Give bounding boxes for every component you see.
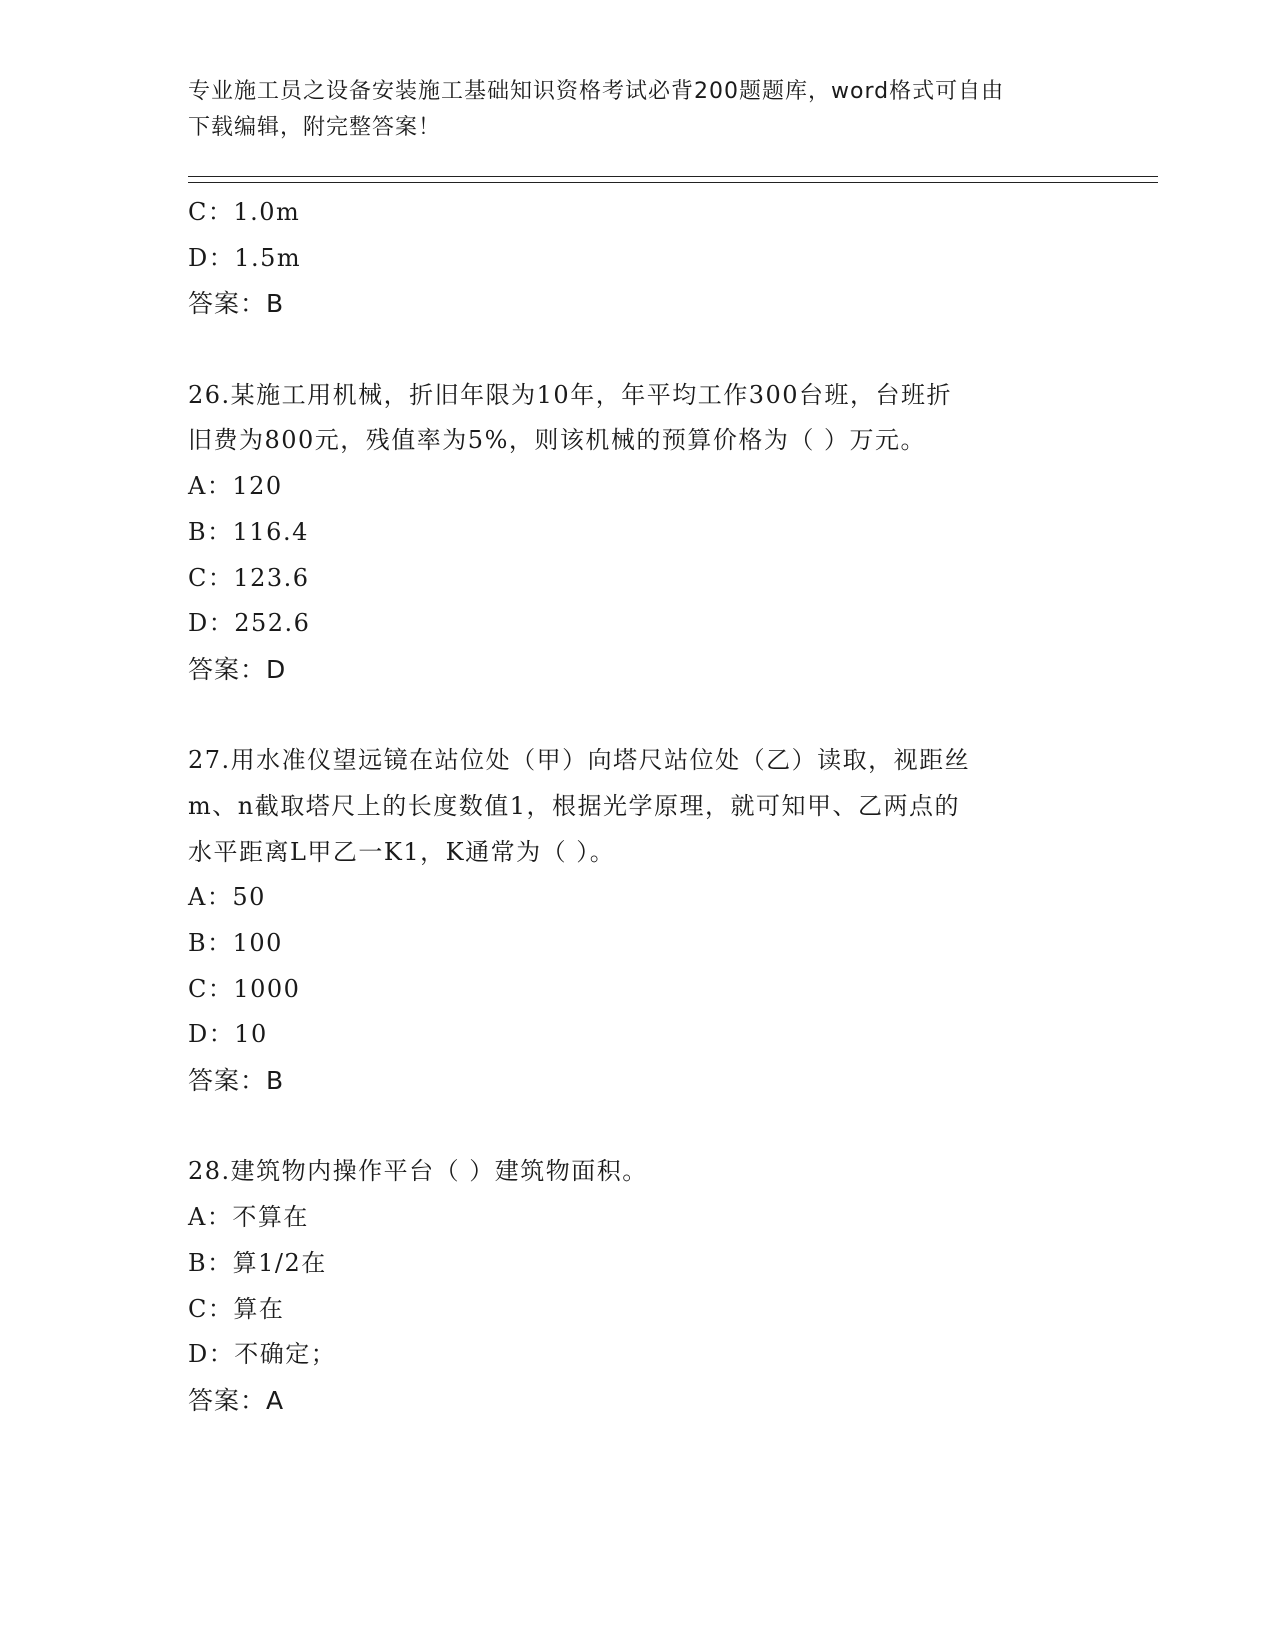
option-c: C：算在 (188, 1294, 285, 1323)
option-b: B：116.4 (188, 517, 309, 546)
header-line-1: 专业施工员之设备安装施工基础知识资格考试必背200题题库，word格式可自由 (188, 79, 1005, 104)
question-stem: 水平距离L甲乙一K1，K通常为（ ）。 (188, 837, 616, 866)
header-divider-bottom (188, 182, 1158, 183)
document-header (188, 74, 1088, 146)
answer-line: 答案：A (188, 1385, 285, 1415)
option-c: C：1000 (188, 974, 301, 1003)
question-content (188, 190, 1088, 1424)
answer-line: 答案：B (188, 1066, 285, 1096)
option-b: B：算1/2在 (188, 1248, 327, 1277)
option-d: D：不确定； (188, 1340, 337, 1369)
option-a: A：120 (188, 472, 283, 501)
option-a: A：不算在 (188, 1203, 309, 1232)
option-a: A：50 (188, 883, 266, 912)
question-26 (188, 373, 1088, 693)
answer-line: 答案：B (188, 289, 285, 319)
option-d: D：1.5m (188, 243, 302, 272)
header-divider-top (188, 176, 1158, 177)
question-stem: 26.某施工用机械，折旧年限为10年，年平均工作300台班，台班折 (188, 380, 953, 409)
question-28 (188, 1149, 1088, 1423)
option-c: C：1.0m (188, 198, 301, 226)
option-d: D：10 (188, 1020, 268, 1049)
option-b: B：100 (188, 929, 283, 957)
question-stem: 28.建筑物内操作平台（ ）建筑物面积。 (188, 1157, 648, 1186)
question-stem: 旧费为800元，残值率为5%，则该机械的预算价格为（ ）万元。 (188, 426, 927, 455)
question-stem: 27.用水准仪望远镜在站位处（甲）向塔尺站位处（乙）读取，视距丝 (188, 746, 971, 775)
answer-line: 答案：D (188, 654, 287, 684)
option-d: D：252.6 (188, 609, 311, 638)
question-27 (188, 738, 1088, 1104)
option-c: C：123.6 (188, 563, 310, 592)
header-line-2: 下载编辑，附完整答案！ (188, 115, 442, 140)
question-stem: m、n截取塔尺上的长度数值1，根据光学原理，就可知甲、乙两点的 (188, 791, 960, 820)
